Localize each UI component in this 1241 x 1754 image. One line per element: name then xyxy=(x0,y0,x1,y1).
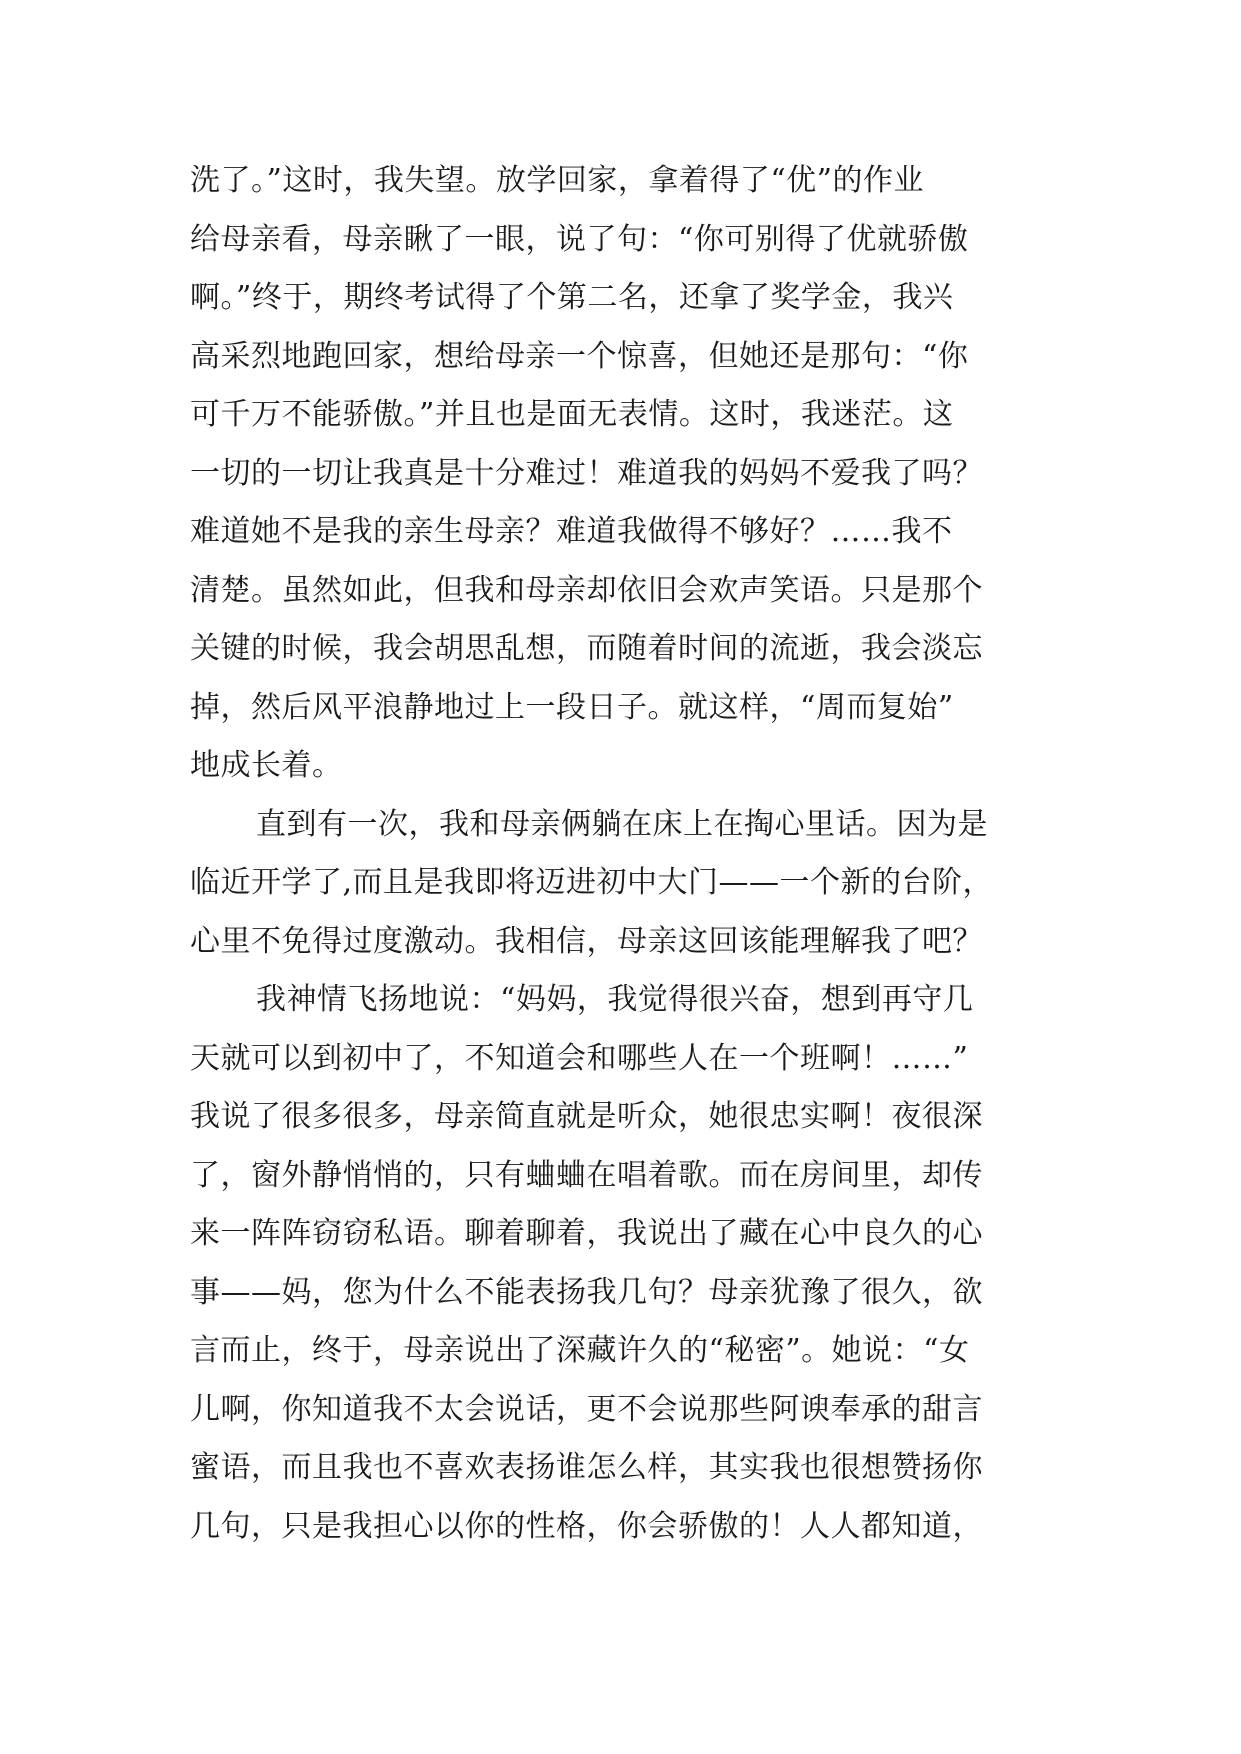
text-line: 掉，然后风平浪静地过上一段日子。就这样，“周而复始” xyxy=(190,689,954,725)
text-line: 我说了很多很多，母亲简直就是听众，她很忠实啊！夜很深 xyxy=(190,1099,983,1134)
text-line: 言而止，终于，母亲说出了深藏许久的“秘密”。她说：“女 xyxy=(190,1333,970,1368)
text-line: 临近开学了,而且是我即将迈进初中大门——一个新的台阶， xyxy=(190,865,994,900)
text-line: 天就可以到初中了，不知道会和哪些人在一个班啊！……” xyxy=(190,1040,969,1076)
text-line: 来一阵阵窃窃私语。聊着聊着，我说出了藏在心中良久的心 xyxy=(190,1216,983,1251)
text-line: 可千万不能骄傲。”并且也是面无表情。这时，我迷茫。这 xyxy=(190,397,954,432)
text-line: 儿啊，你知道我不太会说话，更不会说那些阿谀奉承的甜言 xyxy=(190,1391,983,1427)
text-line: 难道她不是我的亲生母亲？难道我做得不够好？……我不 xyxy=(190,514,953,549)
paragraph-first-line: 直到有一次，我和母亲俩躺在床上在掏心里话。因为是 xyxy=(256,806,988,842)
text-line: 了，窗外静悄悄的，只有蛐蛐在唱着歌。而在房间里，却传 xyxy=(190,1157,983,1193)
paragraph-first-line: 我神情飞扬地说：“妈妈，我觉得很兴奋，想到再守几 xyxy=(256,982,974,1017)
text-line: 啊。”终于，期终考试得了个第二名，还拿了奖学金，我兴 xyxy=(190,280,954,315)
text-line: 关键的时候，我会胡思乱想，而随着时间的流逝，我会淡忘 xyxy=(190,631,983,666)
text-line: 几句，只是我担心以你的性格，你会骄傲的！人人都知道， xyxy=(190,1508,983,1544)
text-line: 地成长着。 xyxy=(190,748,343,783)
text-line: 洗了。”这时，我失望。放学回家，拿着得了“优”的作业 xyxy=(190,163,925,198)
text-line: 事——妈，您为什么不能表扬我几句？母亲犹豫了很久，欲 xyxy=(190,1274,983,1310)
text-line: 清楚。虽然如此，但我和母亲却依旧会欢声笑语。只是那个 xyxy=(190,572,983,608)
text-line: 心里不免得过度激动。我相信，母亲这回该能理解我了吧？ xyxy=(190,923,983,959)
text-line: 蜜语，而且我也不喜欢表扬谁怎么样，其实我也很想赞扬你 xyxy=(190,1450,983,1485)
text-line: 给母亲看，母亲瞅了一眼，说了句：“你可别得了优就骄傲 xyxy=(190,221,969,257)
text-line: 一切的一切让我真是十分难过！难道我的妈妈不爱我了吗？ xyxy=(190,455,983,491)
text-line: 高采烈地跑回家，想给母亲一个惊喜，但她还是那句：“你 xyxy=(190,338,969,374)
body-text xyxy=(190,152,1060,1556)
